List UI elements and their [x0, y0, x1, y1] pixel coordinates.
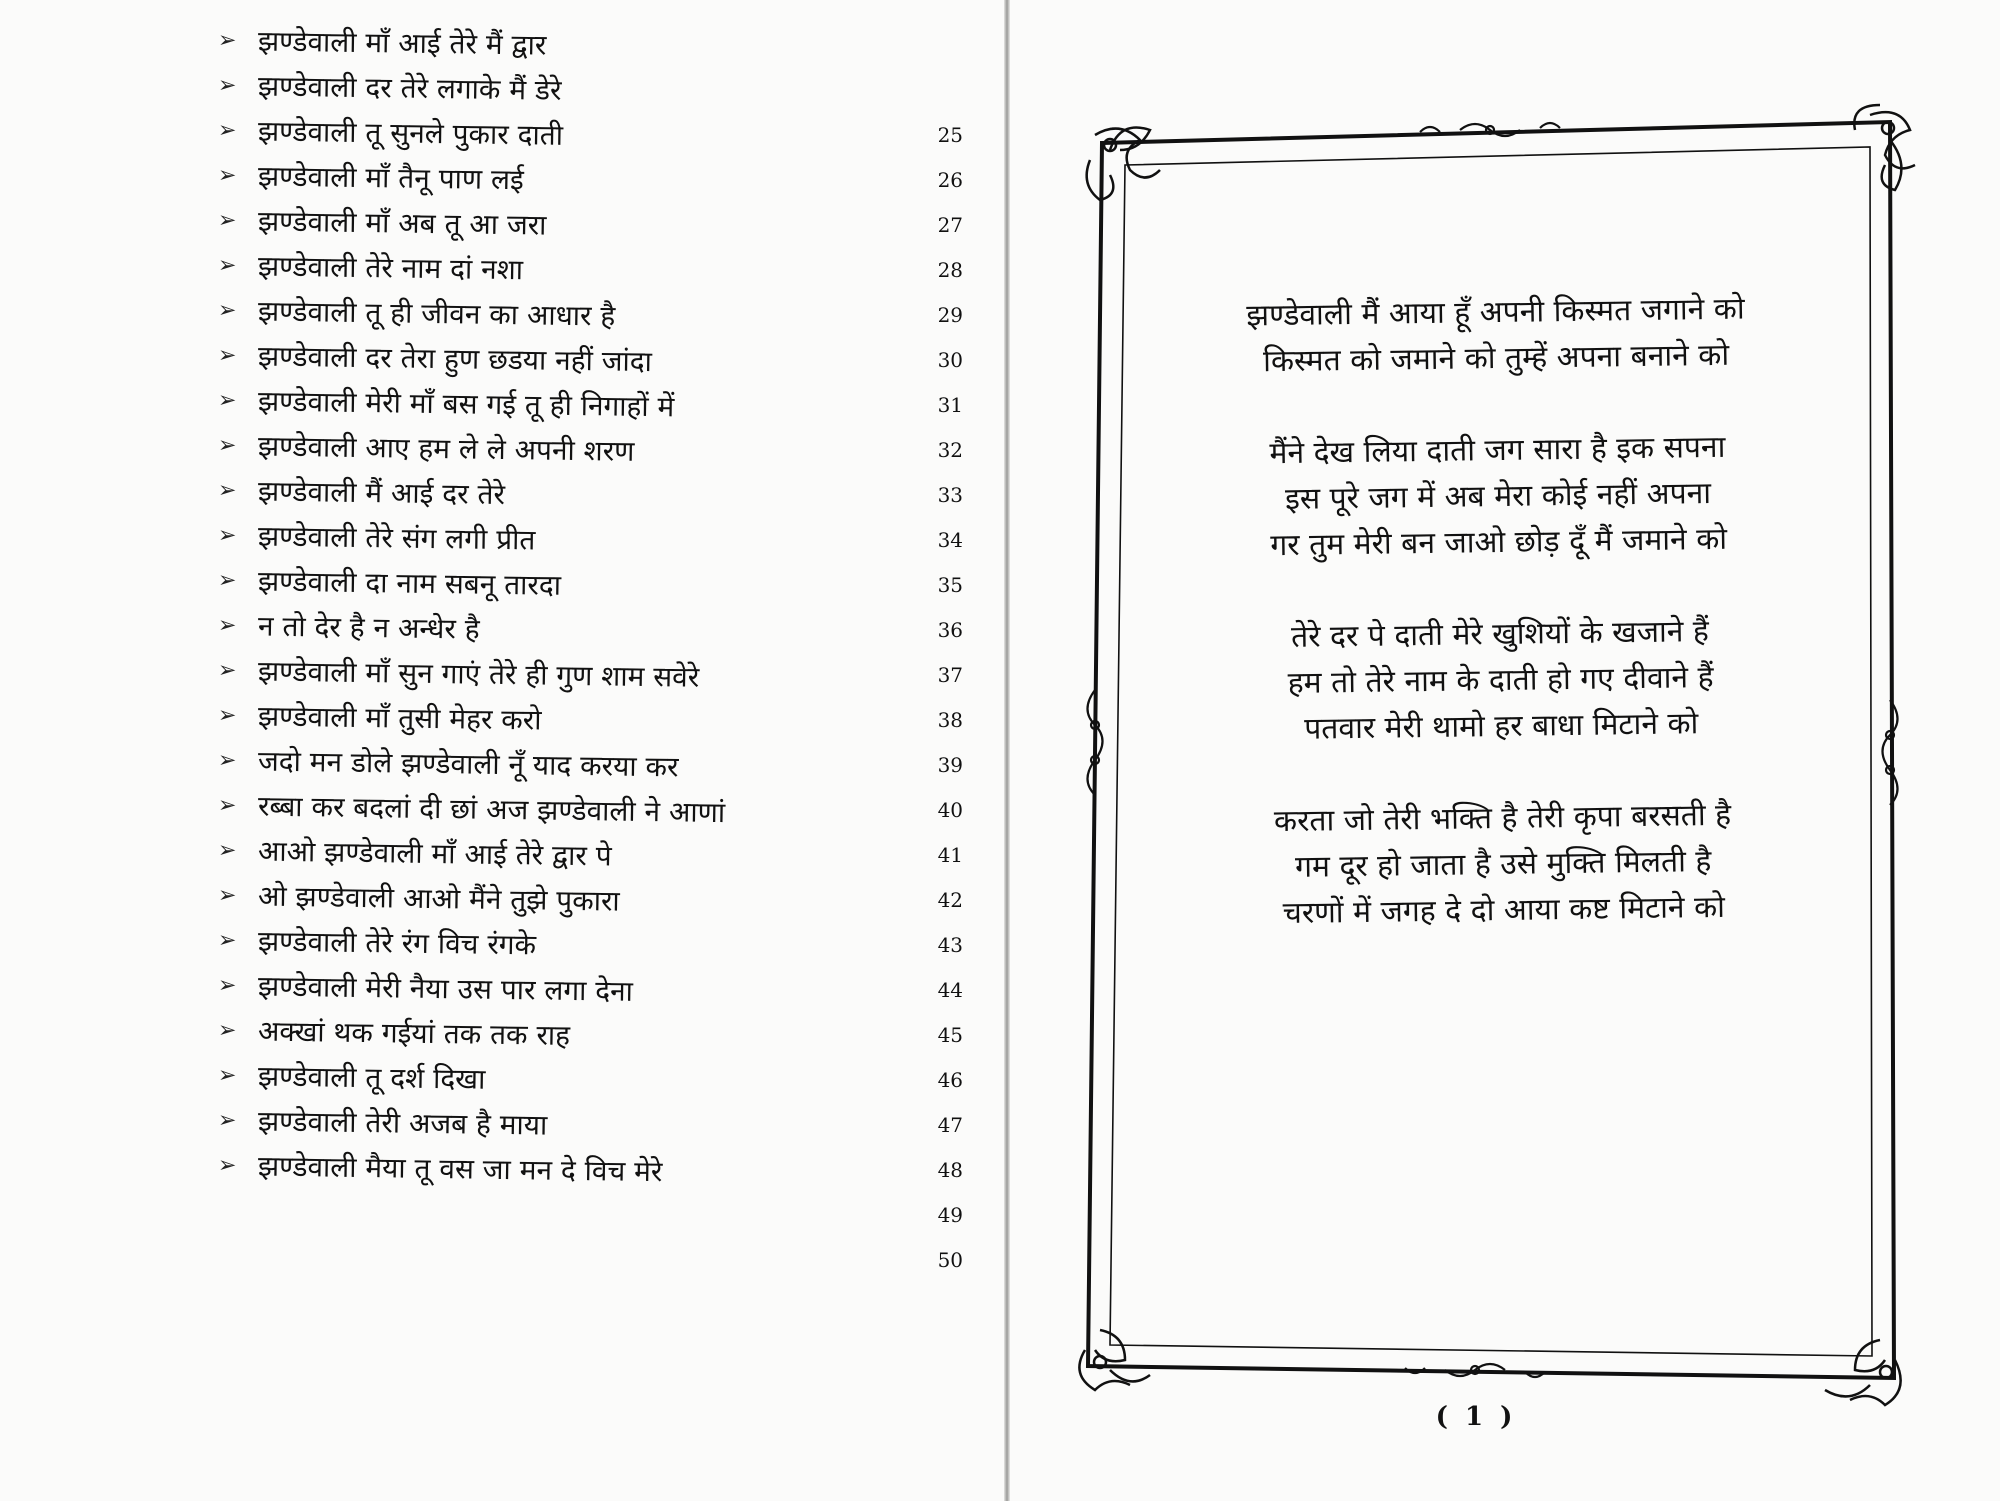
toc-entry-page: 46 — [937, 1068, 964, 1093]
verse-line: झण्डेवाली मैं आया हूँ अपनी किस्मत जगाने को — [1246, 291, 1745, 334]
toc-entry-page: 36 — [937, 618, 964, 643]
toc-entry-page: 43 — [937, 933, 964, 958]
bullet-arrow-icon: ➢ — [217, 1108, 237, 1134]
bullet-arrow-icon: ➢ — [217, 1153, 237, 1179]
verse-stanza — [1192, 792, 1814, 939]
toc-entry — [218, 652, 963, 702]
toc-entry — [218, 1057, 963, 1107]
toc-entry-title: अक्खां थक गईयां तक तक राह — [257, 1014, 571, 1052]
toc-entry-page: 38 — [937, 708, 964, 733]
bullet-arrow-icon: ➢ — [217, 388, 237, 414]
toc-entry-page: 27 — [937, 213, 964, 238]
toc-entry — [218, 967, 963, 1017]
toc-entry-page: 30 — [937, 348, 964, 373]
toc-entry — [218, 337, 963, 387]
bullet-arrow-icon: ➢ — [217, 1063, 237, 1089]
toc-entry — [218, 517, 963, 567]
toc-entry-page: 40 — [937, 798, 964, 823]
bullet-arrow-icon: ➢ — [217, 883, 237, 909]
toc-entry-page: 42 — [937, 888, 964, 913]
toc-entry-title: झण्डेवाली माँ सुन गाएं तेरे ही गुण शाम सवेरे — [257, 654, 700, 694]
right-page — [1010, 0, 2000, 1501]
verse-line: पतवार मेरी थामो हर बाधा मिटाने को — [1304, 706, 1699, 747]
toc-entry-title: झण्डेवाली तू ही जीवन का आधार है — [257, 294, 616, 333]
toc-entry-title: झण्डेवाली तू सुनले पुकार दाती — [257, 114, 564, 152]
toc-entry — [218, 382, 963, 432]
bullet-arrow-icon: ➢ — [217, 298, 237, 324]
toc-entry — [218, 1147, 963, 1197]
bullet-arrow-icon: ➢ — [217, 658, 237, 684]
bullet-arrow-icon: ➢ — [217, 163, 237, 189]
toc-entry — [218, 607, 963, 657]
verse-line: गर तुम मेरी बन जाओ छोड़ दूँ मैं जमाने को — [1270, 521, 1728, 564]
toc-entry — [218, 472, 963, 522]
bullet-arrow-icon: ➢ — [217, 703, 237, 729]
toc-entry-title: झण्डेवाली माँ तुसी मेहर करो — [257, 699, 542, 737]
verse-line: गम दूर हो जाता है उसे मुक्ति मिलती है — [1294, 844, 1712, 885]
toc-entry-title: झण्डेवाली माँ तैनू पाण लई — [257, 159, 524, 197]
toc-entry-title: न तो देर है न अन्धेर है — [257, 609, 480, 646]
toc-entry-page: 32 — [937, 438, 964, 463]
verse-line: चरणों में जगह दे दो आया कष्ट मिटाने को — [1282, 889, 1726, 932]
toc-entry — [218, 1237, 963, 1287]
toc-entry — [218, 292, 963, 342]
bullet-arrow-icon: ➢ — [217, 478, 237, 504]
toc-entry — [218, 1012, 963, 1062]
bullet-arrow-icon: ➢ — [217, 253, 237, 279]
toc-entry-page: 25 — [937, 123, 964, 148]
toc-entry-title: रब्बा कर बदलां दी छां अज झण्डेवाली ने आणां — [257, 789, 726, 830]
toc-entry-title: आओ झण्डेवाली माँ आई तेरे द्वार पे — [257, 834, 612, 873]
toc-entry-page: 45 — [937, 1023, 964, 1048]
bullet-arrow-icon: ➢ — [217, 973, 237, 999]
toc-entry — [218, 67, 963, 117]
toc-entry-title: झण्डेवाली तू दर्श दिखा — [257, 1059, 486, 1096]
verse-line: मैंने देख लिया दाती जग सारा है इक सपना — [1269, 429, 1726, 472]
toc-entry-title: झण्डेवाली तेरे नाम दां नशा — [257, 249, 524, 287]
toc-entry — [218, 202, 963, 252]
toc-entry — [218, 1192, 963, 1242]
verse-line: इस पूरे जग में अब मेरा कोई नहीं अपना — [1284, 476, 1712, 517]
toc-entry-title: ओ झण्डेवाली आओ मैंने तुझे पुकारा — [257, 879, 620, 918]
verse-stanza — [1187, 424, 1809, 571]
toc-entry-page: 26 — [937, 168, 964, 193]
toc-entry-title: झण्डेवाली मेरी नैया उस पार लगा देना — [257, 969, 634, 1008]
toc-entry-page: 47 — [937, 1113, 964, 1138]
verse-stanza — [1190, 608, 1812, 755]
toc-entry — [218, 1102, 963, 1152]
bullet-arrow-icon: ➢ — [217, 433, 237, 459]
toc-entry — [218, 787, 963, 837]
bullet-arrow-icon: ➢ — [217, 613, 237, 639]
toc-entry-page: 31 — [937, 393, 964, 418]
toc-entry-page: 34 — [937, 528, 964, 553]
bullet-arrow-icon: ➢ — [217, 28, 237, 54]
toc-entry-title: झण्डेवाली माँ आई तेरे मैं द्वार — [257, 24, 547, 62]
toc-entry — [218, 922, 963, 972]
toc-entry-page: 50 — [937, 1248, 964, 1273]
toc-entry — [218, 22, 963, 72]
toc-entry-page: 35 — [937, 573, 964, 598]
bullet-arrow-icon: ➢ — [217, 928, 237, 954]
toc-entry-title: झण्डेवाली तेरे संग लगी प्रीत — [257, 519, 536, 557]
toc-entry — [218, 247, 963, 297]
bullet-arrow-icon: ➢ — [217, 73, 237, 99]
verse-line: हम तो तेरे नाम के दाती हो गए दीवाने हैं — [1287, 660, 1714, 701]
bullet-arrow-icon: ➢ — [217, 523, 237, 549]
toc-entry-page: 29 — [937, 303, 964, 328]
toc-entry-page: 37 — [937, 663, 964, 688]
bullet-arrow-icon: ➢ — [217, 1018, 237, 1044]
toc-entry — [218, 427, 963, 477]
bullet-arrow-icon: ➢ — [217, 568, 237, 594]
bullet-arrow-icon: ➢ — [217, 343, 237, 369]
toc-entry-page: 39 — [937, 753, 964, 778]
toc-entry — [218, 742, 963, 792]
toc-entry-title: झण्डेवाली मेरी माँ बस गई तू ही निगाहों में — [257, 384, 675, 424]
toc-entry-title: झण्डेवाली माँ अब तू आ जरा — [257, 204, 547, 242]
bullet-arrow-icon: ➢ — [217, 748, 237, 774]
verse-block — [1185, 286, 1815, 985]
toc-entry-title: झण्डेवाली दर तेरा हुण छडया नहीं जांदा — [257, 339, 653, 379]
verse-line: किस्मत को जमाने को तुम्हें अपना बनाने को — [1262, 337, 1730, 380]
toc-entry-title: झण्डेवाली मैया तू वस जा मन दे विच मेरे — [257, 1149, 663, 1189]
toc-entry-title: झण्डेवाली तेरे रंग विच रंगके — [257, 924, 537, 962]
toc-entry-title: झण्डेवाली दा नाम सबनू तारदा — [257, 564, 562, 602]
toc-entry-title: झण्डेवाली तेरी अजब है माया — [257, 1104, 548, 1142]
toc-entry-page: 33 — [937, 483, 964, 508]
bullet-arrow-icon: ➢ — [217, 118, 237, 144]
toc-entry — [218, 877, 963, 927]
toc-entry-page: 44 — [937, 978, 964, 1003]
page-number: ( 1 ) — [1435, 1402, 1517, 1432]
toc-entry-title: जदो मन डोले झण्डेवाली नूँ याद करया कर — [257, 744, 679, 784]
toc-entry-title: झण्डेवाली आए हम ले ले अपनी शरण — [257, 429, 635, 468]
toc-entry-page: 28 — [937, 258, 964, 283]
toc-entry-page: 49 — [937, 1203, 964, 1228]
verse-line: करता जो तेरी भक्ति है तेरी कृपा बरसती है — [1273, 797, 1732, 840]
toc-entry — [218, 157, 963, 207]
bullet-arrow-icon: ➢ — [217, 208, 237, 234]
toc-entry — [218, 832, 963, 882]
toc-entry-page: 41 — [937, 843, 964, 868]
toc-entry — [218, 697, 963, 747]
toc-entry — [218, 112, 963, 162]
bullet-arrow-icon: ➢ — [217, 838, 237, 864]
toc-entry-title: झण्डेवाली दर तेरे लगाके मैं डेरे — [257, 69, 562, 107]
bullet-arrow-icon: ➢ — [217, 793, 237, 819]
toc-entry-page: 48 — [937, 1158, 964, 1183]
toc-entry — [218, 562, 963, 612]
verse-stanza — [1185, 286, 1806, 387]
verse-line: तेरे दर पे दाती मेरे खुशियों के खजाने हैं — [1290, 614, 1710, 655]
toc-entry-title: झण्डेवाली मैं आई दर तेरे — [257, 474, 506, 512]
